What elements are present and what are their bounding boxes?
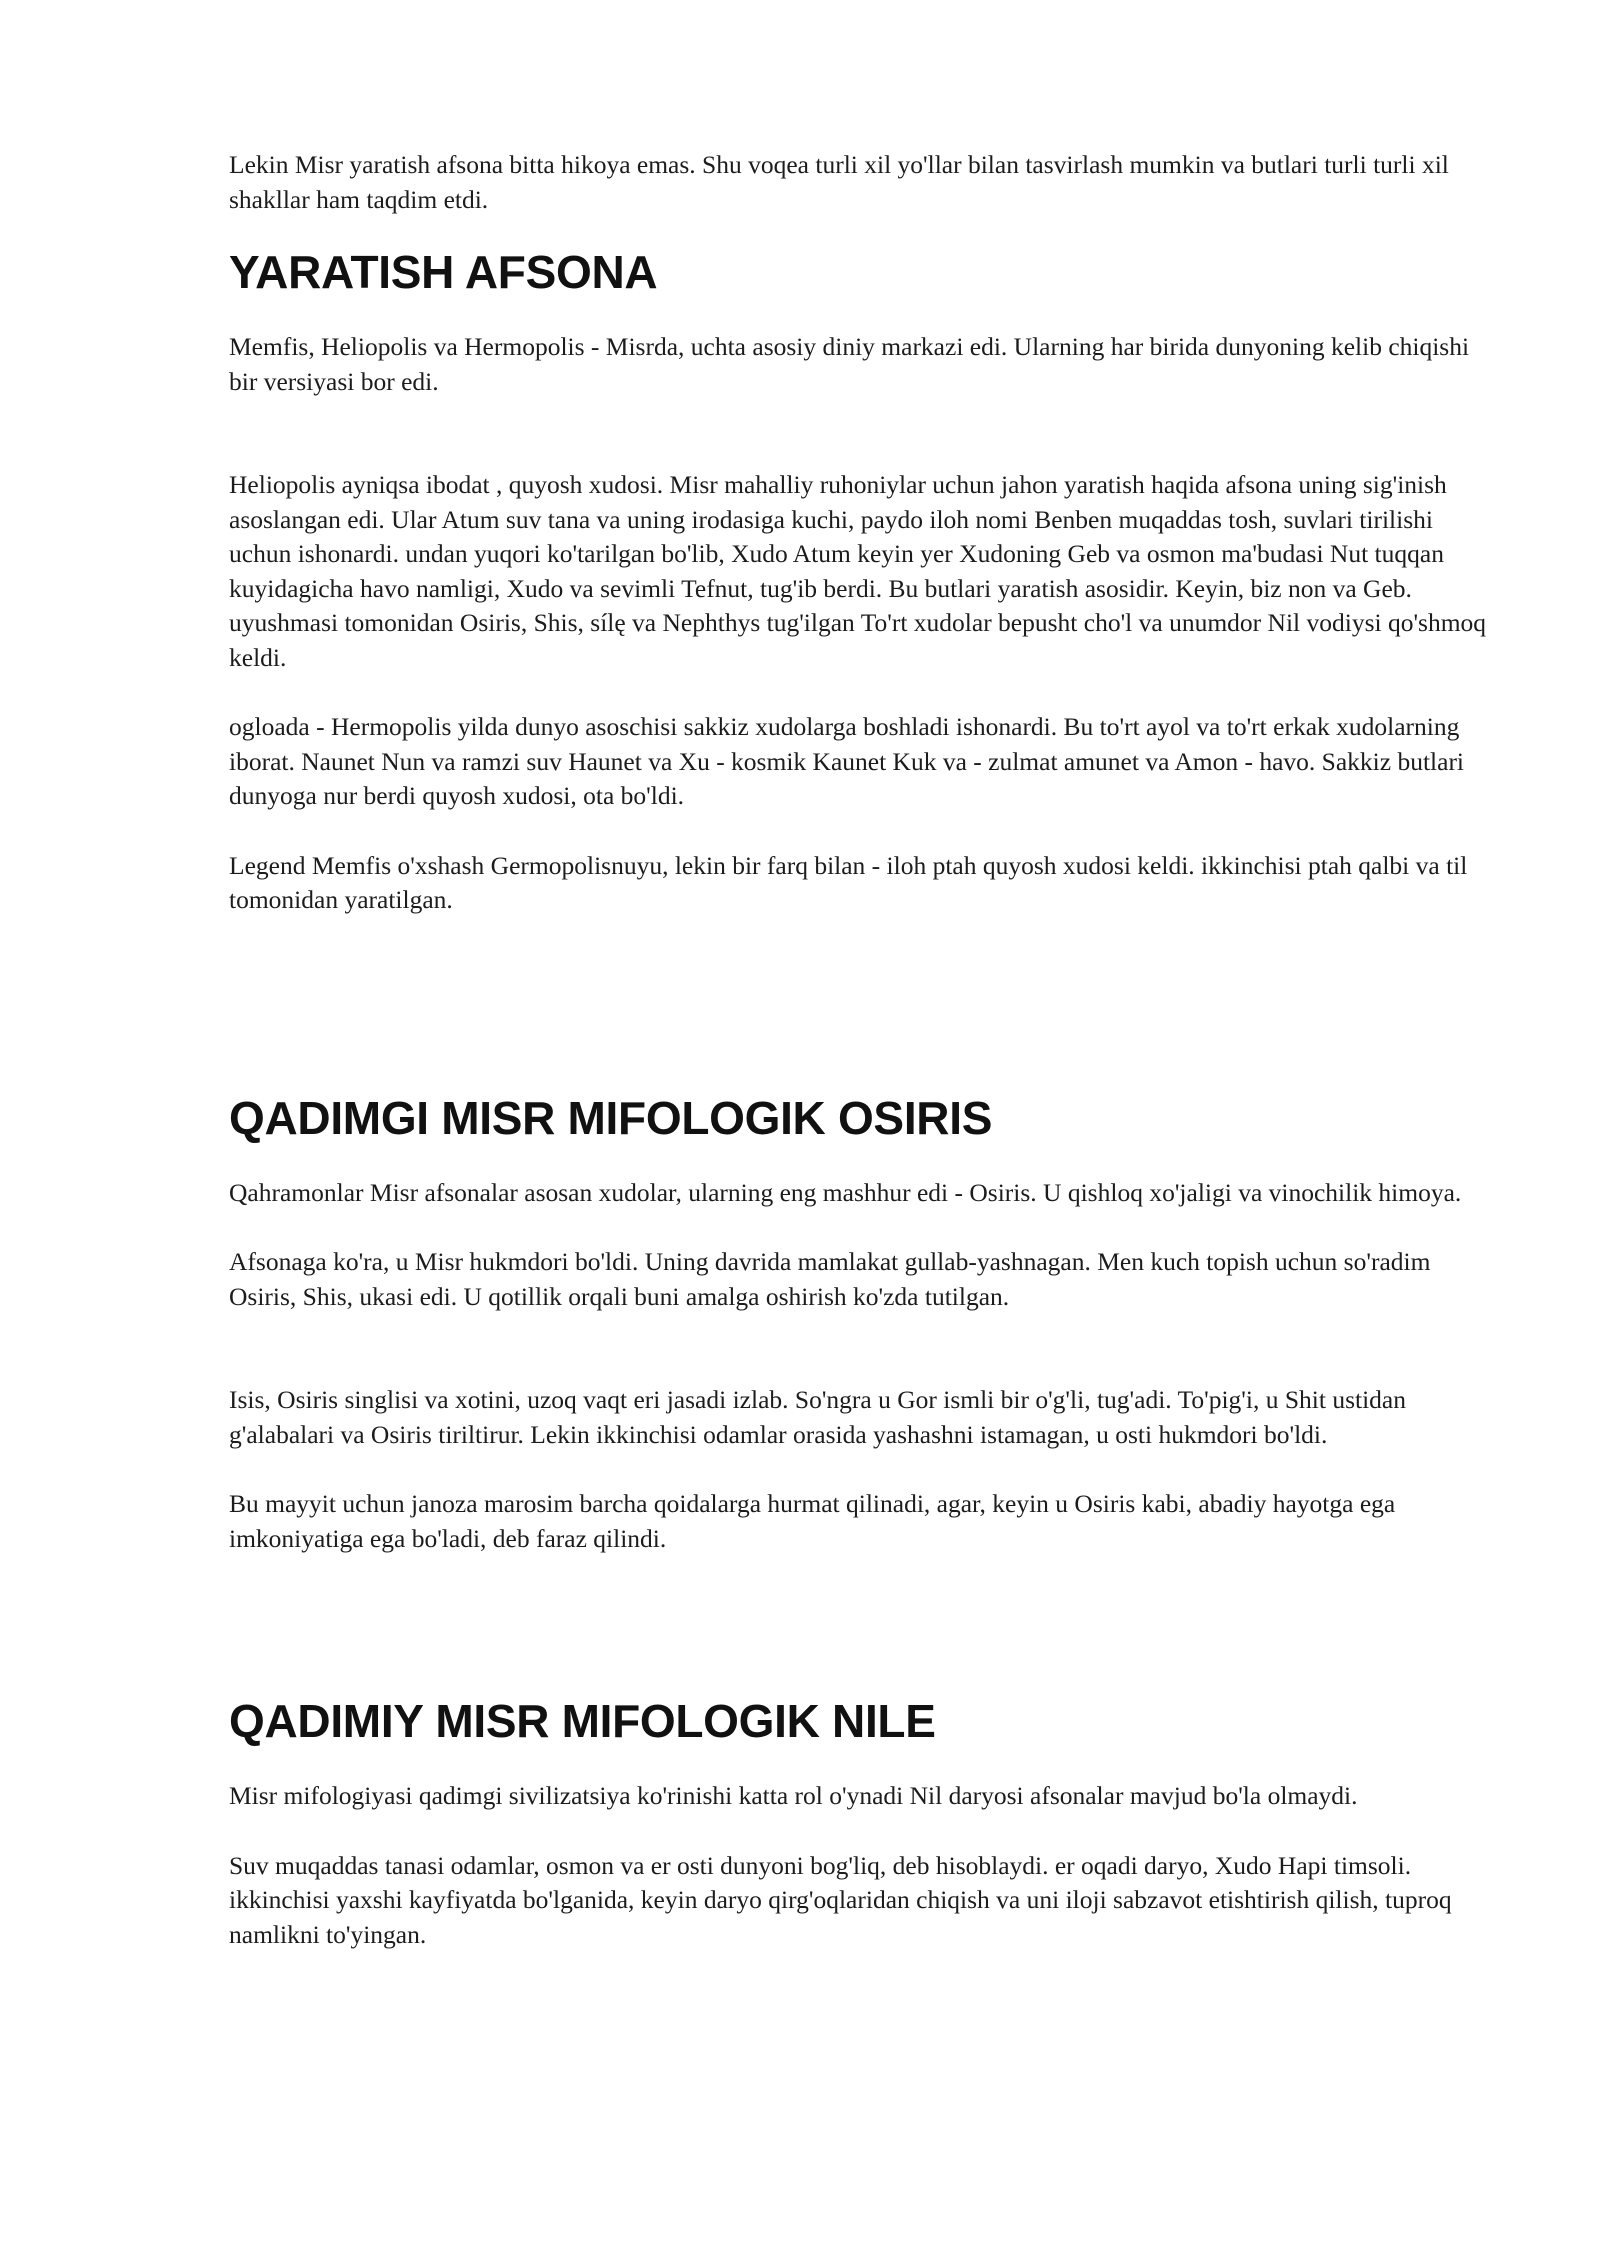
creation-paragraph-3: ogloada - Hermopolis yilda dunyo asoschisi sakkiz xudolarga boshladi ishonardi. Bu to'rt ayol va to'rt erkak xudolarning iborat. Naunet Nun va ramzi suv Haunet va Xu - kosmik Kaunet Kuk va - zulmat amunet va Amon - havo. Sakkiz butlari dunyoga nur berdi quyosh xudosi, ota bo'ldi. <box>229 712 1465 810</box>
creation-paragraph-4: Legend Memfis o'xshash Germopolisnuyu, lekin bir farq bilan - iloh ptah quyosh xudosi keldi. ikkinchisi ptah qalbi va til tomonidan yaratilgan. <box>229 850 1468 914</box>
nile-paragraph-2: Suv muqaddas tanasi odamlar, osmon va er osti dunyoni bog'liq, deb hisoblaydi. er oqadi daryo, Xudo Hapi timsoli. ikkinchisi yaxshi kayfiyatda bo'lganida, keyin daryo qirg'oqlaridan chiqish va uni iloji sabzavot etishtirish qilish, tuproq namlikni to'yingan. <box>229 1850 1452 1949</box>
section-heading-osiris: QADIMGI MISR MIFOLOGIK OSIRIS <box>229 1091 993 1144</box>
creation-paragraph-2: Heliopolis ayniqsa ibodat , quyosh xudosi. Misr mahalliy ruhoniylar uchun jahon yaratish haqida afsona uning sig'inish asoslangan edi. Ular Atum suv tana va uning irodasiga kuchi, paydo iloh nomi Benben muqaddas tosh, suvlari tirilishi uchun ishonardi. undan yuqori ko'tarilgan bo'lib, Xudo Atum keyin yer Xudoning Geb va osmon ma'budasi Nut tuqqan kuyidagicha havo namligi, Xudo va sevimli Tefnut, tug'ib berdi. Bu butlari yaratish asosidir. Keyin, biz non va Geb. uyushmasi tomonidan Osiris, Shis, sílę va Nephthys tug'ilgan To'rt xudolar bepusht cho'l va unumdor Nil vodiysi qo'shmoq keldi. <box>229 470 1487 672</box>
creation-paragraph-1: Memfis, Heliopolis va Hermopolis - Misrda, uchta asosiy diniy markazi edi. Ularning har birida dunyoning kelib chiqishi bir versiyasi bor edi. <box>229 332 1470 396</box>
section-heading-nile: QADIMIY MISR MIFOLOGIK NILE <box>229 1695 936 1747</box>
osiris-paragraph-4: Bu mayyit uchun janoza marosim barcha qoidalarga hurmat qilinadi, agar, keyin u Osiris kabi, abadiy hayotga ega imkoniyatiga ega bo'ladi, deb faraz qilindi. <box>229 1489 1396 1553</box>
osiris-paragraph-3: Isis, Osiris singlisi va xotini, uzoq vaqt eri jasadi izlab. So'ngra u Gor ismli bir o'g'li, tug'adi. To'pig'i, u Shit ustidan g'alabalari va Osiris tiriltirur. Lekin ikkinchisi odamlar orasida yashashni istamagan, u osti hukmdori bo'ldi. <box>229 1385 1406 1449</box>
section-heading-creation: YARATISH AFSONA <box>229 246 658 298</box>
intro-paragraph: Lekin Misr yaratish afsona bitta hikoya emas. Shu voqea turli xil yo'llar bilan tasvirlash mumkin va butlari turli turli xil shakllar ham taqdim etdi. <box>229 150 1449 214</box>
nile-paragraph-1: Misr mifologiyasi qadimgi sivilizatsiya ko'rinishi katta rol o'ynadi Nil daryosi afsonalar mavjud bo'la olmaydi. <box>229 1781 1358 1810</box>
document-page <box>229 148 1499 1952</box>
osiris-paragraph-2: Afsonaga ko'ra, u Misr hukmdori bo'ldi. Uning davrida mamlakat gullab-yashnagan. Men kuch topish uchun so'radim Osiris, Shis, ukasi edi. U qotillik orqali buni amalga oshirish ko'zda tutilgan. <box>229 1247 1431 1311</box>
osiris-paragraph-1: Qahramonlar Misr afsonalar asosan xudolar, ularning eng mashhur edi - Osiris. U qishloq xo'jaligi va vinochilik himoya. <box>229 1177 1462 1207</box>
